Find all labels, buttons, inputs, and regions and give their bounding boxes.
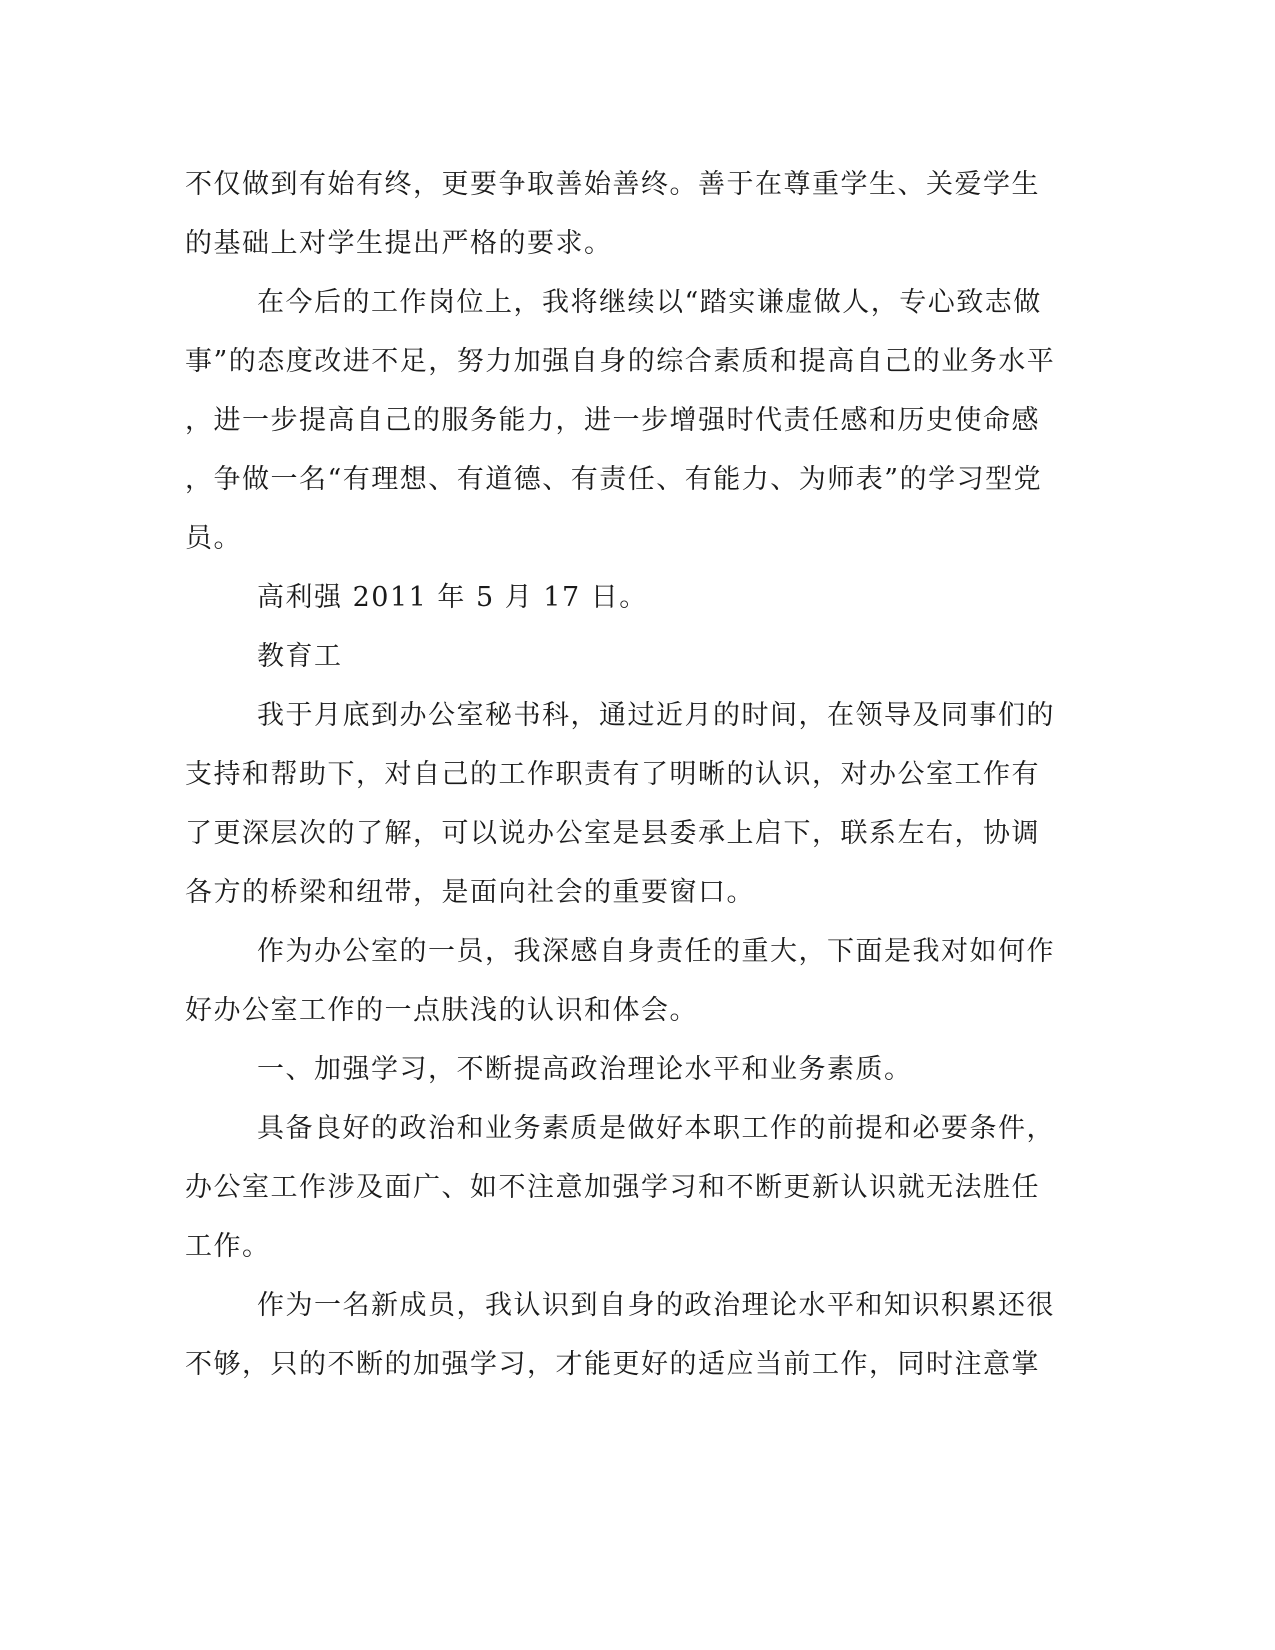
text-line: 事”的态度改进不足，努力加强自身的综合素质和提高自己的业务水平 bbox=[185, 346, 1056, 377]
document-body bbox=[185, 155, 1065, 1394]
text-line: ，争做一名“有理想、有道德、有责任、有能力、为师表”的学习型党 bbox=[185, 464, 1043, 495]
text-line: 具备良好的政治和业务素质是做好本职工作的前提和必要条件， bbox=[257, 1113, 1055, 1144]
text-line: 我于月底到办公室秘书科，通过近月的时间，在领导及同事们的 bbox=[257, 700, 1055, 731]
text-line: 不够，只的不断的加强学习，才能更好的适应当前工作，同时注意掌 bbox=[185, 1349, 1040, 1380]
text-line: ，进一步提高自己的服务能力，进一步增强时代责任感和历史使命感 bbox=[185, 405, 1040, 436]
text-line: 办公室工作涉及面广、如不注意加强学习和不断更新认识就无法胜任 bbox=[185, 1172, 1040, 1203]
text-line: 好办公室工作的一点肤浅的认识和体会。 bbox=[185, 995, 698, 1026]
text-line: 作为办公室的一员，我深感自身责任的重大，下面是我对如何作 bbox=[257, 936, 1055, 967]
text-line: 在今后的工作岗位上，我将继续以“踏实谦虚做人，专心致志做 bbox=[257, 287, 1042, 318]
numbered-heading: 一、加强学习，不断提高政治理论水平和业务素质。 bbox=[257, 1054, 913, 1085]
text-line: 不仅做到有始有终，更要争取善始善终。善于在尊重学生、关爱学生 bbox=[185, 169, 1040, 200]
text-line: 了更深层次的了解，可以说办公室是县委承上启下，联系左右，协调 bbox=[185, 818, 1040, 849]
text-line: 支持和帮助下，对自己的工作职责有了明晰的认识，对办公室工作有 bbox=[185, 759, 1040, 790]
text-line: 员。 bbox=[185, 523, 242, 554]
text-line: 工作。 bbox=[185, 1231, 271, 1262]
text-line: 的基础上对学生提出严格的要求。 bbox=[185, 228, 613, 259]
section-heading: 教育工 bbox=[257, 641, 343, 672]
text-line: 作为一名新成员，我认识到自身的政治理论水平和知识积累还很 bbox=[257, 1290, 1055, 1321]
text-line: 各方的桥梁和纽带，是面向社会的重要窗口。 bbox=[185, 877, 755, 908]
signature-line: 高利强 2011 年 5 月 17 日。 bbox=[257, 582, 648, 613]
